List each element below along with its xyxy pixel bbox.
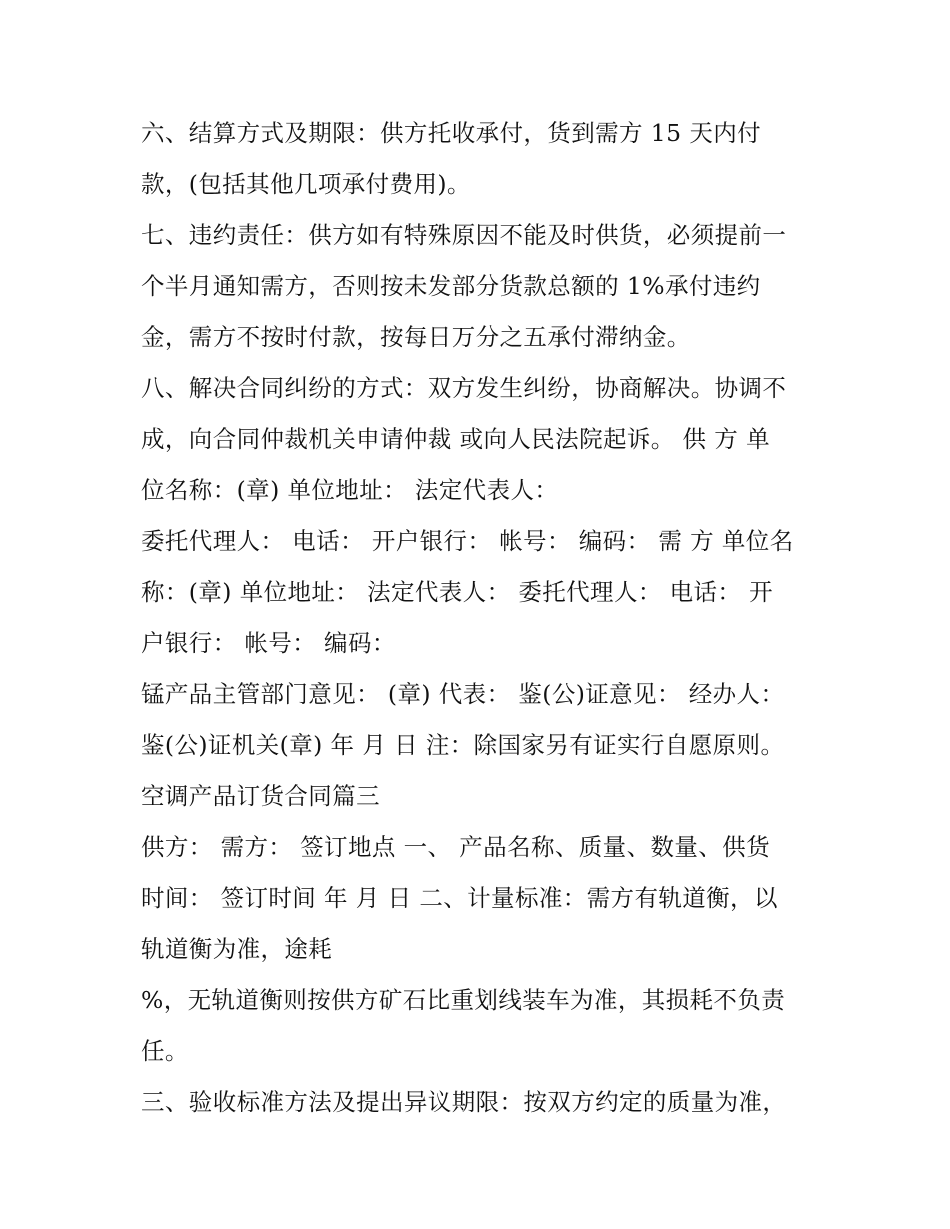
text-line-late-fee: 金，需方不按时付款，按每日万分之五承付滞纳金。 [141, 323, 691, 351]
text-line-breach-liability-cont: 个半月通知需方，否则按未发部分货款总额的 1%承付违约 [141, 272, 761, 300]
text-line-dispute-resolution: 八、解决合同纠纷的方式：双方发生纠纷，协商解决。协调不 [141, 374, 787, 402]
text-line-measurement-cont: 轨道衡为准，途耗 [141, 935, 333, 963]
text-line-notary-note: 鉴(公)证机关(章) 年 月 日 注：除国家另有证实行自愿原则。 [141, 731, 785, 759]
contract-text-body [141, 108, 821, 1128]
text-line-measurement: 时间： 签订时间 年 月 日 二、计量标准：需方有轨道衡，以 [141, 884, 778, 912]
text-line-parties: 供方： 需方： 签订地点 一、 产品名称、质量、数量、供货 [141, 833, 770, 861]
text-line-department-opinion: 锰产品主管部门意见： (章) 代表： 鉴(公)证意见： 经办人： [141, 680, 785, 708]
text-line-dispute-resolution-cont: 成，向合同仲裁机关申请仲裁 或向人民法院起诉。 供 方 单 [141, 425, 770, 453]
text-line-settlement-cont: 款，(包括其他几项承付费用)。 [141, 170, 471, 198]
text-line-settlement: 六、结算方式及期限：供方托收承付，货到需方 15 天内付 [141, 119, 762, 147]
text-line-buyer-info: 称：(章) 单位地址： 法定代表人： 委托代理人： 电话： 开 [141, 578, 774, 606]
text-line-supplier-info: 位名称：(章) 单位地址： 法定代表人： [141, 476, 559, 504]
text-line-bank-info: 户银行： 帐号： 编码： [141, 629, 396, 657]
text-line-breach-liability: 七、违约责任：供方如有特殊原因不能及时供货，必须提前一 [141, 221, 787, 249]
text-line-loss-cont: 任。 [141, 1037, 189, 1065]
text-line-loss: %，无轨道衡则按供方矿石比重划线装车为准，其损耗不负责 [141, 986, 786, 1014]
text-line-agent-info: 委托代理人： 电话： 开户银行： 帐号： 编码： 需 方 单位名 [141, 527, 794, 555]
section-heading: 空调产品订货合同篇三 [141, 782, 380, 810]
text-line-acceptance: 三、验收标准方法及提出异议期限：按双方约定的质量为准， [141, 1088, 787, 1116]
